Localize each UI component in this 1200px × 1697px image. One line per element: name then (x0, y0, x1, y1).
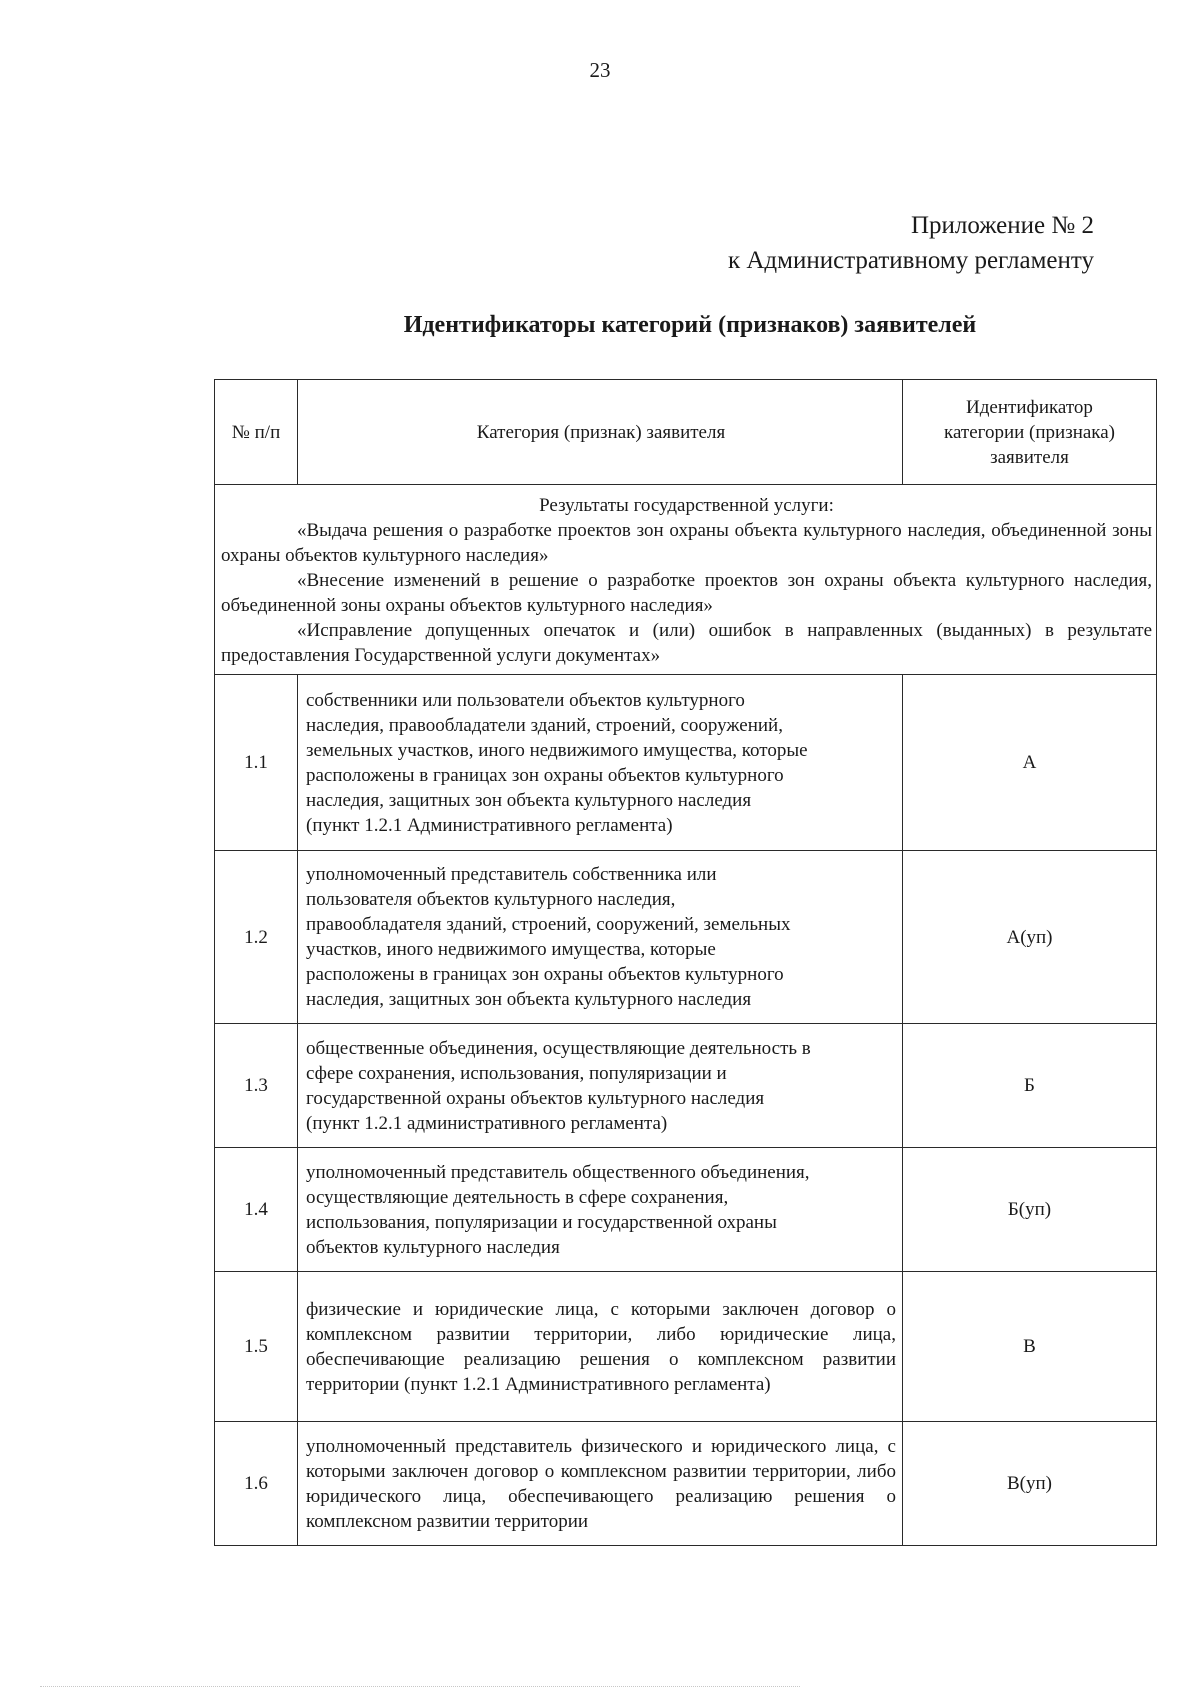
category-line: расположены в границах зон охраны объектов культурного (306, 764, 784, 786)
category-line: (пункт 1.2.1 Административного регламента) (306, 814, 673, 836)
table-row (215, 1422, 1157, 1546)
table-row (215, 1148, 1157, 1272)
header-identifier-line: Идентификатор (966, 396, 1093, 418)
category-line: собственники или пользователи объектов культурного (306, 689, 745, 711)
category-line: участков, иного недвижимого имущества, которые (306, 939, 716, 960)
row-number: 1.3 (215, 1024, 298, 1148)
result-item: «Внесение изменений в решение о разработке проектов зон охраны объекта культурного наследия, объединенной зоны охраны объектов культурного наследия» (221, 570, 1152, 616)
row-number: 1.5 (215, 1272, 298, 1422)
category-line: общественные объединения, осуществляющие деятельность в (306, 1037, 811, 1059)
row-category (298, 675, 903, 851)
category-line: наследия, правообладатели зданий, строений, сооружений, (306, 714, 783, 736)
category-line: государственной охраны объектов культурного наследия (306, 1087, 765, 1109)
results-row (215, 485, 1157, 675)
header-identifier (903, 380, 1157, 485)
table-row (215, 675, 1157, 851)
category-line: объектов культурного наследия (306, 1236, 560, 1258)
row-identifier: В (903, 1272, 1157, 1422)
row-number: 1.4 (215, 1148, 298, 1272)
result-item: «Выдача решения о разработке проектов зон охраны объекта культурного наследия, объединенной зоны охраны объектов культурного наследия» (221, 520, 1152, 566)
header-number: № п/п (215, 380, 298, 485)
category-line: уполномоченный представитель собственника или (306, 864, 717, 885)
category-line: пользователя объектов культурного наследия, (306, 889, 676, 910)
scan-noise-line (40, 1686, 800, 1689)
row-number: 1.1 (215, 675, 298, 851)
category-line: осуществляющие деятельность в сфере сохранения, (306, 1186, 729, 1208)
row-identifier: Б (903, 1024, 1157, 1148)
row-identifier: В(уп) (903, 1422, 1157, 1546)
document-title: Идентификаторы категорий (признаков) заявителей (403, 312, 977, 338)
result-item: «Исправление допущенных опечаток и (или) ошибок в направленных (выданных) в результате предоставления Государственной услуги документах» (221, 620, 1152, 666)
row-category: уполномоченный представитель физического и юридического лица, с которыми заключен договор о комплексном развитии территории, либо юридического лица, обеспечивающего реализацию решения о комплексном развитии территории (298, 1422, 903, 1546)
category-line: земельных участков, иного недвижимого имущества, которые (306, 739, 808, 761)
row-number: 1.6 (215, 1422, 298, 1546)
row-category (298, 851, 903, 1024)
appendix-reference: к Административному регламенту (727, 247, 1094, 274)
row-number: 1.2 (215, 851, 298, 1024)
header-identifier-line: заявителя (990, 446, 1069, 468)
category-line: сфере сохранения, использования, популяризации и (306, 1062, 727, 1084)
category-line: уполномоченный представитель общественного объединения, (306, 1161, 810, 1183)
table-row (215, 1024, 1157, 1148)
page-number: 23 (589, 58, 611, 82)
category-line: расположены в границах зон охраны объектов культурного (306, 964, 784, 985)
category-line: использования, популяризации и государственной охраны (306, 1211, 777, 1233)
row-category (298, 1148, 903, 1272)
header-category: Категория (признак) заявителя (298, 380, 903, 485)
row-identifier: А (903, 675, 1157, 851)
category-line: правообладателя зданий, строений, сооружений, земельных (306, 914, 791, 935)
service-results-cell (215, 485, 1157, 675)
table-row (215, 851, 1157, 1024)
row-category (298, 1024, 903, 1148)
table-row (215, 1272, 1157, 1422)
row-category: физические и юридические лица, с которыми заключен договор о комплексном развитии территории, либо юридические лица, обеспечивающие реализацию решения о комплексном развитии территории (пункт 1.2.1 Административного регламента) (298, 1272, 903, 1422)
row-identifier: Б(уп) (903, 1148, 1157, 1272)
applicant-categories-table (214, 379, 1157, 1546)
table-header-row (215, 380, 1157, 485)
category-line: наследия, защитных зон объекта культурного наследия (306, 789, 752, 811)
results-heading: Результаты государственной услуги: (539, 495, 834, 516)
row-identifier: А(уп) (903, 851, 1157, 1024)
header-identifier-line: категории (признака) (944, 421, 1115, 443)
appendix-label: Приложение № 2 (910, 212, 1094, 239)
category-line: (пункт 1.2.1 административного регламента) (306, 1112, 668, 1134)
category-line: наследия, защитных зон объекта культурного наследия (306, 989, 752, 1010)
